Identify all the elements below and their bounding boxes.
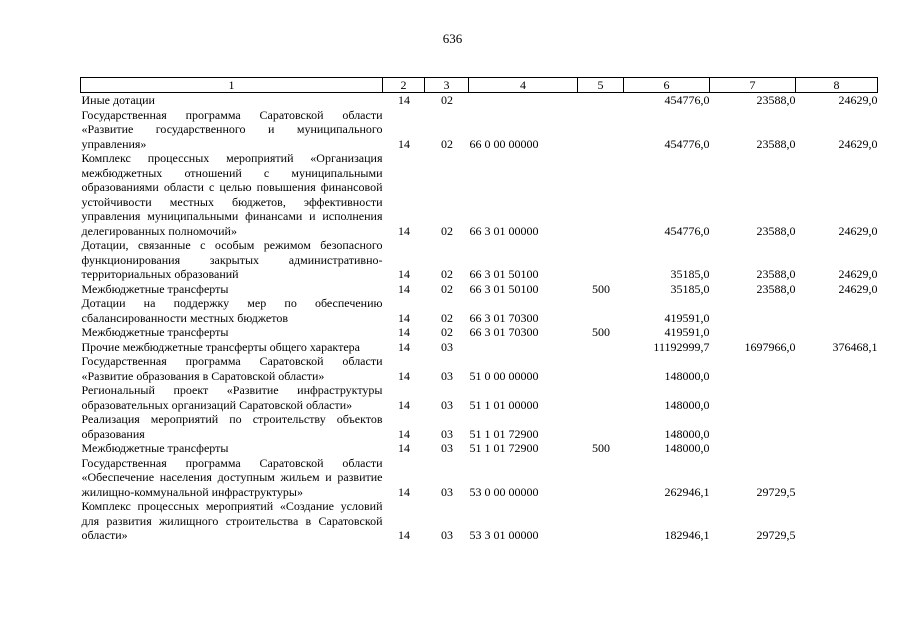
row-amount-col8 bbox=[796, 499, 878, 543]
header-row bbox=[81, 78, 878, 93]
row-name: Иные дотации bbox=[81, 93, 155, 107]
row-subsection: 03 bbox=[441, 426, 453, 441]
column-header-7: 7 bbox=[710, 78, 796, 93]
row-section: 14 bbox=[398, 339, 410, 354]
row-section: 14 bbox=[398, 325, 410, 339]
table-row bbox=[81, 456, 878, 500]
row-target-article: 66 3 01 50100 bbox=[469, 281, 539, 296]
row-amount-col6: 182946,1 bbox=[664, 528, 710, 542]
row-amount-col6: 148000,0 bbox=[664, 368, 710, 383]
row-amount-col6: 148000,0 bbox=[664, 426, 710, 441]
row-amount-col6: 11192999,7 bbox=[653, 339, 710, 354]
table-row bbox=[81, 151, 878, 238]
row-target-article: 66 3 01 50100 bbox=[469, 267, 539, 281]
row-subsection: 02 bbox=[441, 281, 453, 296]
row-name: Межбюджетные трансферты bbox=[81, 441, 229, 455]
row-target-article: 53 3 01 00000 bbox=[469, 528, 539, 542]
row-target-article: 66 0 00 00000 bbox=[469, 136, 539, 151]
row-target-article: 51 0 00 00000 bbox=[469, 368, 539, 383]
row-amount-col8: 24629,0 bbox=[838, 267, 878, 281]
budget-table bbox=[80, 77, 878, 543]
row-amount-col7 bbox=[710, 412, 796, 441]
row-amount-col7 bbox=[710, 296, 796, 325]
column-header-4: 4 bbox=[469, 78, 578, 93]
row-amount-col7: 29729,5 bbox=[756, 528, 796, 542]
table-row bbox=[81, 108, 878, 152]
row-amount-col7 bbox=[710, 441, 796, 456]
row-subsection: 03 bbox=[441, 528, 453, 542]
row-amount-col8 bbox=[796, 383, 878, 412]
table-row bbox=[81, 93, 878, 108]
row-amount-col8: 24629,0 bbox=[838, 136, 878, 151]
table-row bbox=[81, 441, 878, 456]
row-expense-type bbox=[578, 296, 624, 325]
row-section: 14 bbox=[398, 136, 410, 151]
row-amount-col8 bbox=[796, 412, 878, 441]
row-name: Межбюджетные трансферты bbox=[81, 325, 229, 339]
row-expense-type bbox=[578, 354, 624, 383]
row-subsection: 03 bbox=[441, 368, 453, 383]
row-amount-col8: 24629,0 bbox=[838, 281, 878, 296]
row-amount-col6: 262946,1 bbox=[664, 484, 710, 499]
table-row bbox=[81, 412, 878, 441]
row-amount-col7 bbox=[710, 383, 796, 412]
row-amount-col6: 35185,0 bbox=[670, 281, 710, 296]
row-amount-col8 bbox=[796, 441, 878, 456]
row-target-article bbox=[469, 340, 578, 355]
row-section: 14 bbox=[398, 267, 410, 281]
row-section: 14 bbox=[398, 368, 410, 383]
table-row bbox=[81, 499, 878, 543]
row-name: Реализация мероприятий по строительству объектов образования bbox=[81, 412, 383, 441]
row-amount-col8 bbox=[796, 325, 878, 340]
row-name: Прочие межбюджетные трансферты общего характера bbox=[81, 339, 360, 354]
row-expense-type: 500 bbox=[592, 281, 610, 296]
row-amount-col7: 23588,0 bbox=[756, 267, 796, 281]
row-expense-type: 500 bbox=[592, 325, 610, 339]
row-amount-col8 bbox=[796, 456, 878, 500]
column-header-3: 3 bbox=[425, 78, 469, 93]
row-amount-col6: 419591,0 bbox=[664, 310, 710, 325]
row-section: 14 bbox=[398, 281, 410, 296]
row-amount-col7: 23588,0 bbox=[756, 93, 796, 107]
row-amount-col8: 24629,0 bbox=[838, 93, 878, 107]
row-subsection: 02 bbox=[441, 136, 453, 151]
row-target-article: 51 1 01 72900 bbox=[469, 441, 539, 455]
row-section: 14 bbox=[398, 397, 410, 412]
row-subsection: 03 bbox=[441, 339, 453, 354]
row-amount-col6: 148000,0 bbox=[664, 397, 710, 412]
row-target-article: 53 0 00 00000 bbox=[469, 484, 539, 499]
row-section: 14 bbox=[398, 484, 410, 499]
row-amount-col7: 29729,5 bbox=[756, 484, 796, 499]
row-expense-type bbox=[578, 412, 624, 441]
row-name: Региональный проект «Развитие инфраструктуры образовательных организаций Саратовской области» bbox=[81, 383, 383, 412]
row-amount-col7: 1697966,0 bbox=[744, 339, 796, 354]
row-expense-type bbox=[578, 456, 624, 500]
table-row bbox=[81, 296, 878, 325]
row-subsection: 03 bbox=[441, 397, 453, 412]
row-subsection: 02 bbox=[441, 310, 453, 325]
table-row bbox=[81, 340, 878, 355]
row-target-article bbox=[469, 93, 578, 108]
row-expense-type bbox=[578, 383, 624, 412]
table-row bbox=[81, 325, 878, 340]
row-target-article: 51 1 01 72900 bbox=[469, 426, 539, 441]
row-subsection: 02 bbox=[441, 223, 453, 238]
row-amount-col6: 419591,0 bbox=[664, 325, 710, 339]
row-amount-col6: 454776,0 bbox=[664, 93, 710, 107]
row-subsection: 03 bbox=[441, 484, 453, 499]
column-header-5: 5 bbox=[578, 78, 624, 93]
row-amount-col8: 376468,1 bbox=[832, 339, 878, 354]
row-name: Межбюджетные трансферты bbox=[81, 281, 229, 296]
row-amount-col8 bbox=[796, 354, 878, 383]
table-row bbox=[81, 354, 878, 383]
column-header-2: 2 bbox=[383, 78, 425, 93]
row-amount-col6: 454776,0 bbox=[664, 136, 710, 151]
row-expense-type bbox=[578, 151, 624, 238]
row-section: 14 bbox=[398, 528, 410, 542]
row-amount-col6: 35185,0 bbox=[670, 267, 710, 281]
row-amount-col7: 23588,0 bbox=[756, 223, 796, 238]
row-target-article: 66 3 01 70300 bbox=[469, 325, 539, 339]
column-header-8: 8 bbox=[796, 78, 878, 93]
row-name: Дотации на поддержку мер по обеспечению сбалансированности местных бюджетов bbox=[81, 296, 383, 325]
row-name: Комплекс процессных мероприятий «Создание условий для развития жилищного строительства в Саратовской области» bbox=[81, 499, 383, 542]
row-subsection: 02 bbox=[441, 325, 453, 339]
row-subsection: 02 bbox=[441, 267, 453, 281]
row-amount-col7 bbox=[710, 325, 796, 340]
column-header-1: 1 bbox=[81, 78, 383, 93]
row-section: 14 bbox=[398, 93, 410, 107]
row-expense-type bbox=[578, 499, 624, 543]
row-amount-col8 bbox=[796, 296, 878, 325]
row-amount-col7 bbox=[710, 354, 796, 383]
row-expense-type bbox=[578, 238, 624, 282]
row-expense-type bbox=[578, 340, 624, 355]
table-row bbox=[81, 238, 878, 282]
row-name: Государственная программа Саратовской области «Развитие образования в Саратовской области» bbox=[81, 354, 383, 383]
row-amount-col7: 23588,0 bbox=[756, 136, 796, 151]
page-number: 636 bbox=[442, 31, 463, 46]
row-target-article: 66 3 01 00000 bbox=[469, 223, 539, 238]
row-section: 14 bbox=[398, 441, 410, 455]
row-name: Государственная программа Саратовской области «Развитие государственного и муниципального управления» bbox=[81, 107, 383, 151]
row-name: Комплекс процессных мероприятий «Организация межбюджетных отношений с муниципальными образованиями области с целью повышения финансовой устойчивости местных бюджетов, эффективности управления муниципальными финансами и исполнения делегированных полномочий» bbox=[81, 151, 383, 238]
row-section: 14 bbox=[398, 426, 410, 441]
table-row bbox=[81, 383, 878, 412]
row-expense-type bbox=[578, 93, 624, 108]
row-amount-col6: 454776,0 bbox=[664, 223, 710, 238]
row-subsection: 02 bbox=[441, 93, 453, 107]
row-target-article: 66 3 01 70300 bbox=[469, 310, 539, 325]
row-amount-col6: 148000,0 bbox=[664, 441, 710, 455]
row-expense-type bbox=[578, 108, 624, 152]
row-amount-col7: 23588,0 bbox=[756, 281, 796, 296]
row-expense-type: 500 bbox=[592, 441, 610, 455]
row-amount-col8: 24629,0 bbox=[838, 223, 878, 238]
row-section: 14 bbox=[398, 310, 410, 325]
row-section: 14 bbox=[398, 223, 410, 238]
row-name: Государственная программа Саратовской области «Обеспечение населения доступным жильем и развитие жилищно-коммунальной инфраструктуры» bbox=[81, 455, 383, 499]
row-target-article: 51 1 01 00000 bbox=[469, 397, 539, 412]
column-header-6: 6 bbox=[624, 78, 710, 93]
table-row bbox=[81, 282, 878, 297]
row-subsection: 03 bbox=[441, 441, 453, 455]
row-name: Дотации, связанные с особым режимом безопасного функционирования закрытых административно-территориальных образований bbox=[81, 238, 383, 281]
